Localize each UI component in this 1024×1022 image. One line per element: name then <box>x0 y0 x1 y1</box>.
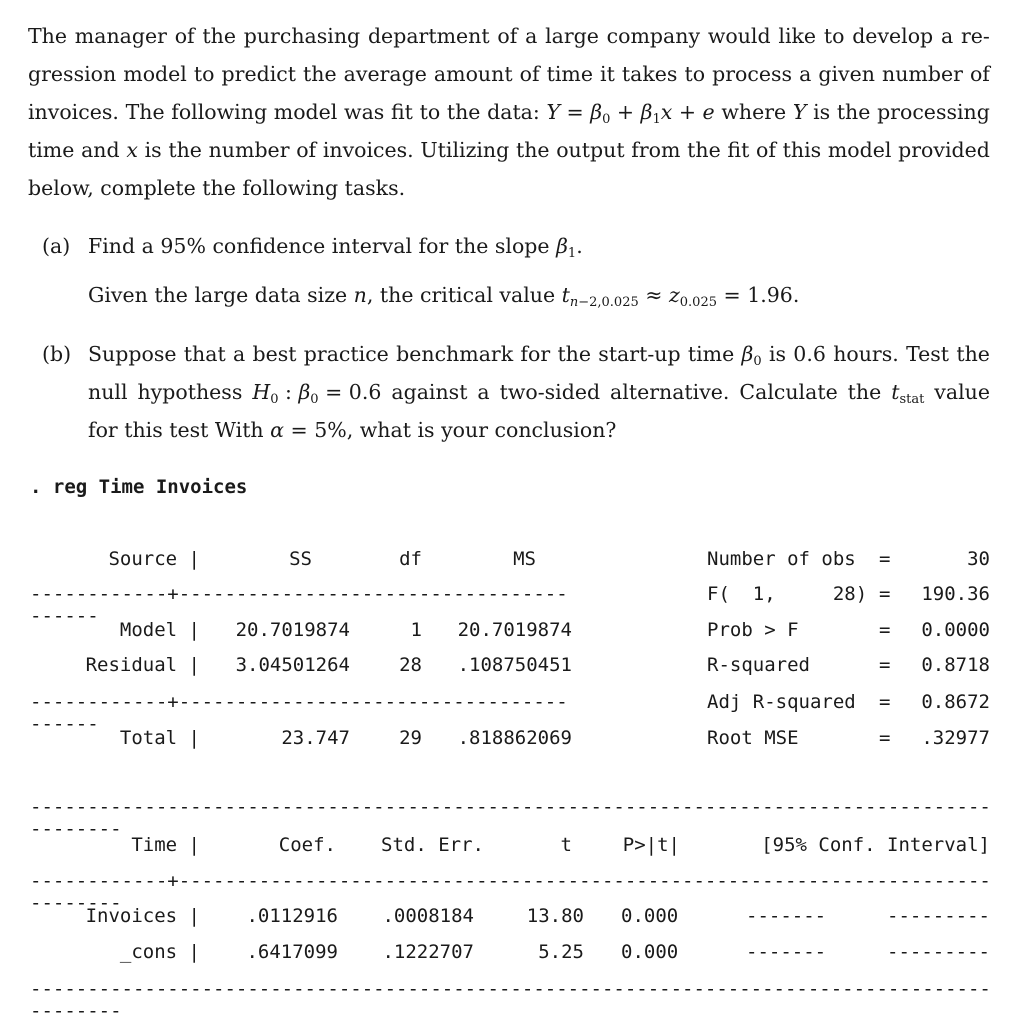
stat-value-adjrsq: 0.8672 <box>921 691 990 713</box>
anova-source-total: Total | <box>119 727 200 749</box>
part-b-line-1: Suppose that a best practice benchmark for the start-up time $\beta_0$ is 0.6 hours. Test the <box>88 342 990 369</box>
stat-label-rsq: R-squared <box>707 654 810 676</box>
stat-eq-rmse: = <box>879 727 891 749</box>
coef-divider-mid: ------------+------------------------------------------------------------------------------- <box>30 870 991 914</box>
anova-df-total: 29 <box>399 727 422 749</box>
coef-var-cons: _cons | <box>119 941 200 963</box>
coef-se-invoices: .0008184 <box>382 905 474 927</box>
part-b-label: (b) <box>42 342 72 366</box>
coef-t-cons: 5.25 <box>538 941 584 963</box>
coef-value-cons: .6417099 <box>246 941 338 963</box>
coef-cihigh-cons: --------- <box>887 941 990 963</box>
part-b-line-2: null hypothess $H_0$ : $\beta_0 = 0.6$ against a two-sided alternative. Calculate the $t_{stat}$ value <box>88 380 990 407</box>
stata-command: . reg Time Invoices <box>30 476 248 498</box>
stat-value-f: 190.36 <box>921 583 990 605</box>
anova-ms-total: .818862069 <box>457 727 572 749</box>
anova-ms-residual: .108750451 <box>457 654 572 676</box>
stat-value-rsq: 0.8718 <box>921 654 990 676</box>
anova-source-model: Model | <box>119 619 200 641</box>
anova-divider-bottom: ------------+---------------------------------------- <box>30 691 568 735</box>
anova-header-source: Source | <box>108 548 200 570</box>
intro-line-3: invoices. The following model was fit to the data: $Y = \beta_0 + \beta_1x + e$ where Y is the processing <box>28 100 990 127</box>
coef-header-p: P>|t| <box>622 834 680 856</box>
anova-df-residual: 28 <box>399 654 422 676</box>
coef-header-depvar: Time | <box>131 834 200 856</box>
coef-header-coef: Coef. <box>278 834 336 856</box>
anova-source-residual: Residual | <box>85 654 200 676</box>
coef-header-se: Std. Err. <box>381 834 484 856</box>
stat-eq-nobs: = <box>879 548 891 570</box>
stat-eq-rsq: = <box>879 654 891 676</box>
stat-label-f: F( 1, 28) <box>707 583 868 605</box>
anova-ss-model: 20.7019874 <box>235 619 350 641</box>
stat-eq-adjrsq: = <box>879 691 891 713</box>
coef-header-ci: [95% Conf. Interval] <box>761 834 990 856</box>
intro-line-2: gression model to predict the average amount of time it takes to process a given number of <box>28 62 990 86</box>
intro-line-1: The manager of the purchasing department of a large company would like to develop a re- <box>28 24 990 48</box>
coef-p-cons: 0.000 <box>621 941 679 963</box>
anova-ss-residual: 3.04501264 <box>235 654 350 676</box>
stat-value-probf: 0.0000 <box>921 619 990 641</box>
coef-cilow-cons: ------- <box>746 941 827 963</box>
part-a-line-1: Find a 95% confidence interval for the slope $\beta_1$. <box>88 234 583 261</box>
intro-line-4: time and x is the number of invoices. Utilizing the output from the fit of this model provided <box>28 138 990 162</box>
intro-line-5: below, complete the following tasks. <box>28 176 406 200</box>
stat-eq-probf: = <box>879 619 891 641</box>
part-a-label: (a) <box>42 234 71 258</box>
stat-value-rmse: .32977 <box>921 727 990 749</box>
coef-var-invoices: Invoices | <box>85 905 200 927</box>
anova-header-ms: MS <box>513 548 536 570</box>
coef-header-t: t <box>560 834 572 856</box>
anova-divider-top: ------------+---------------------------------------- <box>30 583 568 627</box>
stat-eq-f: = <box>879 583 891 605</box>
stat-label-nobs: Number of obs <box>707 548 856 570</box>
stat-label-rmse: Root MSE <box>707 727 799 749</box>
coef-cihigh-invoices: --------- <box>887 905 990 927</box>
coef-divider-bottom: -------------------------------------------------------------------------------------------- <box>30 978 991 1022</box>
coef-t-invoices: 13.80 <box>526 905 584 927</box>
anova-ms-model: 20.7019874 <box>457 619 572 641</box>
part-a-line-2: Given the large data size n, the critical value $t_{n-2,0.025} \approx z_{0.025} = 1.96$. <box>88 283 800 310</box>
anova-header-ss: SS <box>289 548 312 570</box>
coef-cilow-invoices: ------- <box>746 905 827 927</box>
stat-label-adjrsq: Adj R-squared <box>707 691 856 713</box>
stat-value-nobs: 30 <box>967 548 990 570</box>
anova-header-df: df <box>399 548 422 570</box>
stat-label-probf: Prob > F <box>707 619 799 641</box>
coef-se-cons: .1222707 <box>382 941 474 963</box>
coef-value-invoices: .0112916 <box>246 905 338 927</box>
coef-p-invoices: 0.000 <box>621 905 679 927</box>
coef-divider-top: -------------------------------------------------------------------------------------------- <box>30 796 991 840</box>
anova-ss-total: 23.747 <box>281 727 350 749</box>
anova-df-model: 1 <box>410 619 422 641</box>
part-b-line-3: for this test With α = 5%, what is your conclusion? <box>88 418 617 442</box>
